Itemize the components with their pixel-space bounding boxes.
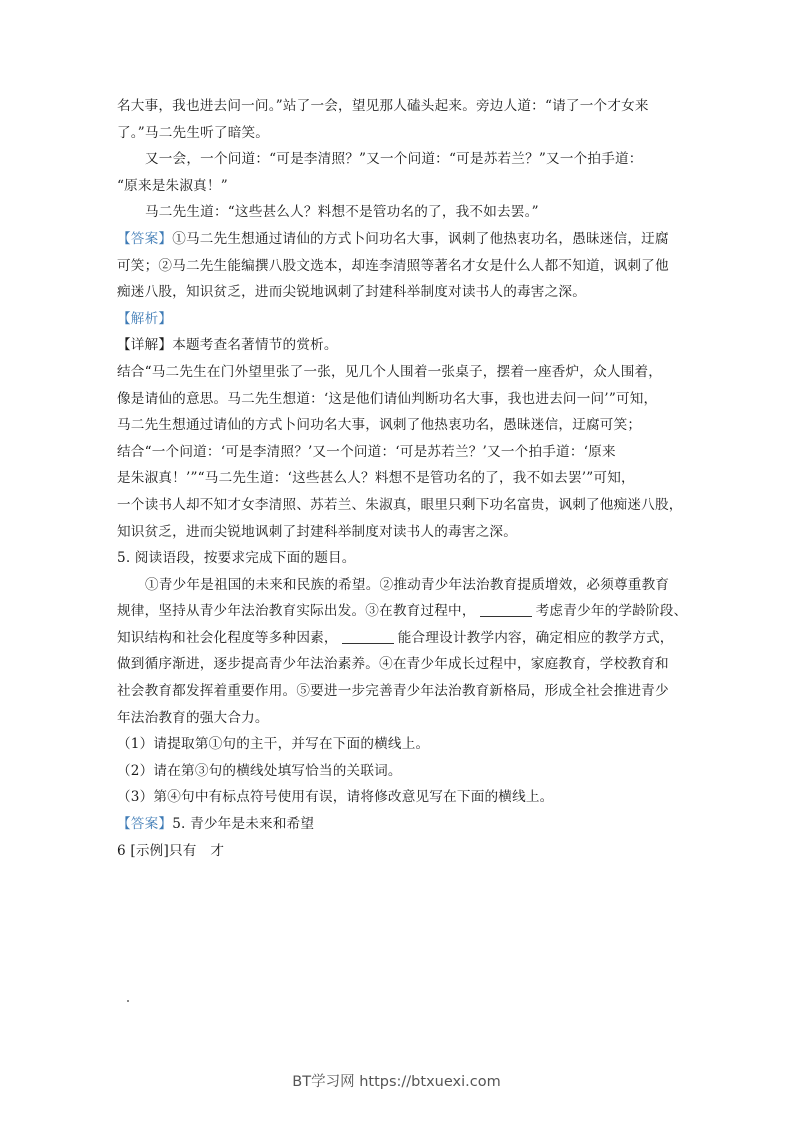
- detail-tag: 【详解】: [117, 337, 173, 354]
- answer-4-line: [117, 226, 677, 253]
- passage-text: 能合理设计教学内容，确定相应的教学方式，: [397, 629, 674, 646]
- answer-4-line: 痴迷八股，知识贫乏，进而尖锐地讽刺了封建科举制度对读书人的毒害之深。: [117, 284, 586, 301]
- passage-line: “原来是朱淑真！”: [117, 177, 228, 194]
- question-5-passage: 年法治教育的强大合力。: [117, 709, 269, 726]
- analysis-tag: 【解析】: [117, 310, 173, 327]
- sub-question: （3）第④句中有标点符号使用有误，请将修改意见写在下面的横线上。: [117, 789, 554, 806]
- document-page: [117, 93, 688, 864]
- answer-tag: 【答案】: [117, 230, 173, 247]
- question-5-passage: [117, 625, 677, 652]
- question-5-title: 5. 阅读语段，按要求完成下面的题目。: [117, 550, 356, 567]
- detail-line: 马二先生想通过请仙的方式卜问功名大事，讽刺了他热衷功名，愚昧迷信，迂腐可笑；: [117, 417, 642, 434]
- passage-line: 又一会，一个问道：“可是李清照？”又一个问道：“可是苏若兰？”又一个拍手道：: [145, 151, 643, 168]
- sub-question: （1）请提取第①句的主干，并写在下面的横线上。: [117, 736, 430, 753]
- passage-text: 规律，坚持从青少年法治教育实际出发。③在教育过程中，: [117, 603, 476, 620]
- fill-blank-1[interactable]: [480, 602, 532, 617]
- detail-line: 结合“一个问道：‘可是李清照？’又一个问道：‘可是苏若兰？’又一个拍手道：‘原来: [117, 443, 616, 460]
- passage-line: 了。”马二先生听了暗笑。: [117, 124, 270, 141]
- passage-line: 马二先生道：“这些甚么人？料想不是管功名的了，我不如去罢。”: [145, 204, 539, 221]
- answer-5-line: [117, 811, 677, 838]
- question-5-passage: 做到循序渐进，逐步提高青少年法治素养。④在青少年成长过程中，家庭教育，学校教育和: [117, 656, 669, 673]
- detail-intro: [117, 332, 677, 359]
- stray-mark: [127, 1000, 129, 1002]
- fill-blank-2[interactable]: [342, 629, 394, 644]
- answer-text: ①马二先生想通过请仙的方式卜问功名大事，讽刺了他热衷功名，愚昧迷信，迂腐: [172, 230, 669, 247]
- detail-intro-text: 本题考查名著情节的赏析。: [172, 337, 338, 354]
- answer-4-line: 可笑；②马二先生能编撰八股文选本，却连李清照等著名才女是什么人都不知道，讽刺了他: [117, 257, 669, 274]
- detail-line: 像是请仙的意思。马二先生想道：‘这是他们请仙判断功名大事，我也进去问一问’”可知，: [117, 390, 658, 407]
- answer-text: 5. 青少年是未来和希望: [172, 816, 315, 833]
- answer-6-line: 6 [示例]只有 才: [117, 842, 225, 859]
- question-5-passage: 社会教育都发挥着重要作用。⑤要进一步完善青少年法治教育新格局，形成全社会推进青少: [117, 683, 669, 700]
- watermark-footer: BT学习网 https://btxuexi.com: [292, 1074, 501, 1090]
- detail-line: 一个读书人却不知才女李清照、苏若兰、朱淑真，眼里只剩下功名富贵，讽刺了他痴迷八股，: [117, 496, 683, 513]
- detail-line: 结合“马二先生在门外望里张了一张，见几个人围着一张桌子，摆着一座香炉，众人围着，: [117, 363, 663, 380]
- sub-question: （2）请在第③句的横线处填写恰当的关联词。: [117, 762, 402, 779]
- passage-text: 考虑青少年的学龄阶段、: [535, 603, 688, 620]
- passage-text: 知识结构和社会化程度等多种因素，: [117, 629, 338, 646]
- question-5-passage: [117, 598, 688, 625]
- answer-tag: 【答案】: [117, 816, 173, 833]
- detail-line: 知识贫乏，进而尖锐地讽刺了封建科举制度对读书人的毒害之深。: [117, 523, 518, 540]
- question-5-passage: ①青少年是祖国的未来和民族的希望。②推动青少年法治教育提质增效，必须尊重教育: [145, 576, 670, 593]
- passage-line: 名大事，我也进去问一问。”站了一会，望见那人磕头起来。旁边人道：“请了一个才女来: [117, 98, 649, 114]
- detail-line: 是朱淑真！’”“马二先生道：‘这些甚么人？料想不是管功名的了，我不如去罢’”可知，: [117, 470, 635, 487]
